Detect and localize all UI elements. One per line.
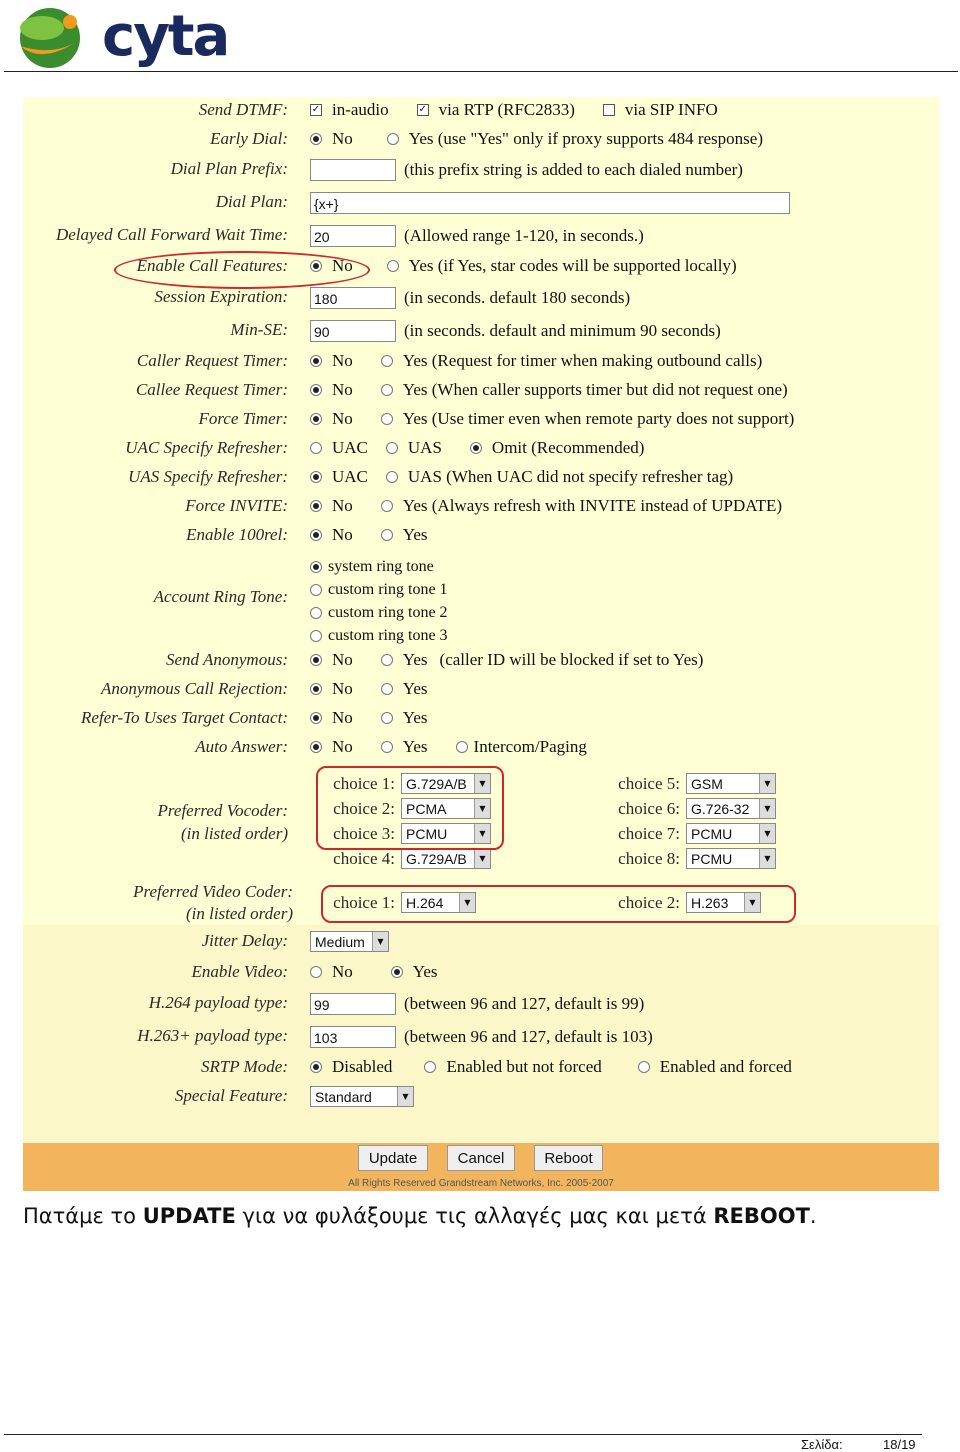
choice-label: choice 1: xyxy=(333,773,395,793)
enable-call-features-options xyxy=(310,256,765,276)
radio-unselected[interactable] xyxy=(381,529,393,541)
chevron-down-icon[interactable]: ▼ xyxy=(759,799,775,818)
row-auto-answer xyxy=(23,737,939,763)
dial-plan-field xyxy=(310,192,798,214)
label-force-timer: Force Timer: xyxy=(198,409,288,428)
uas-specify-refresher-options xyxy=(310,467,761,487)
label-h264-payload: H.264 payload type: xyxy=(148,993,288,1012)
session-expiration-input[interactable]: 180 xyxy=(310,287,396,309)
row-refer-to xyxy=(23,708,939,734)
option-label: No xyxy=(332,351,353,370)
option-label: via SIP INFO xyxy=(624,100,718,119)
label-session-expiration: Session Expiration: xyxy=(154,287,288,306)
option-label: UAC xyxy=(332,438,368,457)
radio-unselected[interactable] xyxy=(381,413,393,425)
select-value: G.729A/B xyxy=(406,850,467,867)
header-divider xyxy=(4,71,958,72)
label-enable-video: Enable Video: xyxy=(191,962,288,981)
choice-label: choice 3: xyxy=(333,823,395,843)
radio-selected[interactable] xyxy=(310,654,322,666)
dial-plan-prefix-note: (this prefix string is added to each dialed number) xyxy=(404,160,743,179)
option-custom-ring-tone-3[interactable] xyxy=(310,624,448,647)
label-preferred-vocoder xyxy=(158,799,288,845)
choice-label: choice 4: xyxy=(333,848,395,868)
row-caller-request-timer xyxy=(23,351,939,377)
radio-selected[interactable] xyxy=(310,384,322,396)
label-preferred-video-coder xyxy=(133,881,293,925)
logo-wordmark: cyta xyxy=(102,4,229,69)
option-system-ring-tone[interactable] xyxy=(310,555,434,578)
label-callee-request-timer: Callee Request Timer: xyxy=(135,380,288,399)
label-account-ring-tone: Account Ring Tone: xyxy=(153,587,288,606)
option-label: Yes xyxy=(402,650,428,669)
select-value: Standard xyxy=(315,1088,372,1105)
special-feature-field xyxy=(310,1086,414,1107)
label-auto-answer: Auto Answer: xyxy=(195,737,288,756)
option-label: via RTP (RFC2833) xyxy=(438,100,575,119)
dial-plan-input[interactable]: {x+} xyxy=(310,192,790,214)
option-via-rtp[interactable] xyxy=(417,100,575,120)
row-uac-specify-refresher xyxy=(23,438,939,464)
vocoder-select-8[interactable] xyxy=(686,848,776,869)
option-label: Yes (When caller supports timer but did not request one) xyxy=(402,380,788,399)
row-delayed-call-forward xyxy=(23,225,939,251)
radio-unselected[interactable] xyxy=(310,607,322,619)
option-label: system ring tone xyxy=(328,557,434,575)
instruction-caption xyxy=(23,1204,817,1228)
select-value: G.729A/B xyxy=(406,775,467,792)
vocoder-choice-4 xyxy=(315,848,491,869)
update-button[interactable]: Update xyxy=(358,1145,428,1171)
option-label: No xyxy=(332,380,353,399)
radio-unselected[interactable] xyxy=(310,630,322,642)
option-enabled-not-forced[interactable] xyxy=(424,1057,601,1077)
chevron-down-icon[interactable]: ▼ xyxy=(759,774,775,793)
option-via-sip-info[interactable] xyxy=(603,100,718,120)
option-intercom-paging[interactable] xyxy=(456,737,587,757)
highlight-circle-enable-call-features xyxy=(114,251,370,289)
choice-label: choice 5: xyxy=(618,773,680,793)
chevron-down-icon[interactable]: ▼ xyxy=(474,774,490,793)
choice-label: choice 8: xyxy=(618,848,680,868)
label-srtp-mode: SRTP Mode: xyxy=(200,1057,288,1076)
caption-text: για να φυλάξουμε τις αλλαγές μας και μετά xyxy=(235,1204,714,1228)
label-dial-plan: Dial Plan: xyxy=(215,192,288,211)
option-custom-ring-tone-1[interactable] xyxy=(310,578,448,601)
label-uac-specify-refresher: UAC Specify Refresher: xyxy=(125,438,288,457)
option-label: No xyxy=(332,962,353,981)
select-value: H.263 xyxy=(691,894,729,911)
caption-text: . xyxy=(809,1204,817,1228)
row-dial-plan xyxy=(23,192,939,218)
row-srtp-mode xyxy=(23,1057,939,1083)
radio-unselected[interactable] xyxy=(386,442,398,454)
chevron-down-icon[interactable]: ▼ xyxy=(474,824,490,843)
row-early-dial xyxy=(23,129,939,155)
radio-unselected[interactable] xyxy=(381,355,393,367)
label-enable-100rel: Enable 100rel: xyxy=(186,525,288,544)
h263-payload-note: (between 96 and 127, default is 103) xyxy=(404,1027,653,1046)
option-label: Yes (Always refresh with INVITE instead of UPDATE) xyxy=(402,496,783,515)
select-value: PCMU xyxy=(406,825,448,842)
session-expiration-field xyxy=(310,287,630,309)
option-yes[interactable] xyxy=(381,708,428,728)
radio-selected[interactable] xyxy=(310,413,322,425)
cyta-logo xyxy=(12,2,229,72)
delayed-call-forward-input[interactable]: 20 xyxy=(310,225,396,247)
uac-specify-refresher-options xyxy=(310,438,672,458)
select-value: H.264 xyxy=(406,894,444,911)
select-value: PCMA xyxy=(406,800,447,817)
caller-request-timer-options xyxy=(310,351,790,371)
caption-text: Πατάμε το xyxy=(23,1204,143,1228)
label-caller-request-timer: Caller Request Timer: xyxy=(136,351,288,370)
row-h263-payload xyxy=(23,1026,939,1052)
refer-to-options xyxy=(310,708,456,728)
anonymous-call-rejection-options xyxy=(310,679,456,699)
highlight-box-video-coder xyxy=(321,885,796,923)
option-label: Intercom/Paging xyxy=(473,737,587,756)
label-enable-call-features: Enable Call Features: xyxy=(136,256,288,275)
settings-form xyxy=(23,97,939,1143)
callee-request-timer-options xyxy=(310,380,816,400)
special-feature-select[interactable] xyxy=(310,1086,414,1107)
chevron-down-icon[interactable]: ▼ xyxy=(759,824,775,843)
option-label: Yes xyxy=(402,679,428,698)
chevron-down-icon[interactable]: ▼ xyxy=(759,849,775,868)
caption-bold-update: UPDATE xyxy=(142,1204,236,1228)
option-uas[interactable] xyxy=(386,438,442,458)
option-uac[interactable] xyxy=(310,438,368,458)
radio-unselected[interactable] xyxy=(387,133,399,145)
copyright-text: All Rights Reserved Grandstream Networks, Inc. 2005-2007 xyxy=(23,1176,939,1191)
label-jitter-delay: Jitter Delay: xyxy=(201,931,288,950)
label-delayed-call-forward: Delayed Call Forward Wait Time: xyxy=(55,225,288,244)
radio-selected[interactable] xyxy=(391,966,403,978)
chevron-down-icon[interactable]: ▼ xyxy=(397,1087,413,1106)
reboot-button[interactable]: Reboot xyxy=(534,1145,603,1171)
vocoder-select-6[interactable] xyxy=(686,798,776,819)
option-yes[interactable] xyxy=(381,737,428,757)
radio-selected[interactable] xyxy=(310,355,322,367)
min-se-field xyxy=(310,320,721,342)
chevron-down-icon[interactable]: ▼ xyxy=(459,893,475,912)
option-yes[interactable] xyxy=(381,380,788,400)
option-uac[interactable] xyxy=(310,467,368,487)
radio-selected[interactable] xyxy=(310,529,322,541)
radio-selected[interactable] xyxy=(310,133,322,145)
label-line-2: (in listed order) xyxy=(185,904,293,923)
radio-unselected[interactable] xyxy=(381,741,393,753)
option-no[interactable] xyxy=(310,496,353,516)
label-line-1: Preferred Video Coder: xyxy=(133,882,293,901)
option-label: No xyxy=(332,650,353,669)
option-yes[interactable] xyxy=(381,525,428,545)
radio-unselected[interactable] xyxy=(381,712,393,724)
min-se-note: (in seconds. default and minimum 90 seconds) xyxy=(404,321,721,340)
choice-label: choice 6: xyxy=(618,798,680,818)
radio-unselected[interactable] xyxy=(386,471,398,483)
option-label: Yes xyxy=(402,737,428,756)
chevron-down-icon[interactable]: ▼ xyxy=(744,893,760,912)
radio-unselected[interactable] xyxy=(387,260,399,272)
radio-unselected[interactable] xyxy=(310,442,322,454)
page-number: 18/19 xyxy=(883,1437,916,1452)
vocoder-choice-8 xyxy=(600,848,776,869)
row-force-invite xyxy=(23,496,939,522)
jitter-delay-select[interactable] xyxy=(310,931,389,952)
label-send-dtmf: Send DTMF: xyxy=(198,100,288,119)
vocoder-select-5[interactable] xyxy=(686,773,776,794)
option-label: Yes xyxy=(402,708,428,727)
session-expiration-note: (in seconds. default 180 seconds) xyxy=(404,288,631,307)
h264-payload-input[interactable]: 99 xyxy=(310,993,396,1015)
h263-payload-input[interactable]: 103 xyxy=(310,1026,396,1048)
option-label: No xyxy=(332,708,353,727)
option-no[interactable] xyxy=(310,409,353,429)
send-dtmf-options xyxy=(310,100,746,120)
select-value: GSM xyxy=(691,775,723,792)
label-line-2: (in listed order) xyxy=(180,824,288,843)
option-label: Yes xyxy=(412,962,438,981)
radio-selected[interactable] xyxy=(310,683,322,695)
row-dial-plan-prefix xyxy=(23,159,939,185)
radio-unselected[interactable] xyxy=(310,584,322,596)
min-se-input[interactable]: 90 xyxy=(310,320,396,342)
option-yes[interactable] xyxy=(387,256,737,276)
row-send-dtmf xyxy=(23,100,939,126)
radio-selected[interactable] xyxy=(310,561,322,573)
row-session-expiration xyxy=(23,287,939,313)
option-label: Yes (use "Yes" only if proxy supports 484 response) xyxy=(408,129,763,148)
delayed-call-forward-note: (Allowed range 1-120, in seconds.) xyxy=(404,226,644,245)
choice-label: choice 1: xyxy=(333,892,395,912)
early-dial-options xyxy=(310,129,791,149)
option-uas[interactable] xyxy=(386,467,733,487)
option-label: Yes (Request for timer when making outbound calls) xyxy=(402,351,763,370)
radio-unselected[interactable] xyxy=(638,1061,650,1073)
option-yes[interactable] xyxy=(381,679,428,699)
label-uas-specify-refresher: UAS Specify Refresher: xyxy=(128,467,288,486)
option-no[interactable] xyxy=(310,962,353,982)
radio-selected[interactable] xyxy=(310,741,322,753)
label-force-invite: Force INVITE: xyxy=(185,496,288,515)
chevron-down-icon[interactable]: ▼ xyxy=(474,849,490,868)
option-label: Yes xyxy=(402,525,428,544)
option-label: custom ring tone 2 xyxy=(328,603,448,621)
row-enable-video xyxy=(23,962,939,988)
row-min-se xyxy=(23,320,939,346)
radio-unselected[interactable] xyxy=(381,683,393,695)
option-custom-ring-tone-2[interactable] xyxy=(310,601,448,624)
srtp-mode-options xyxy=(310,1057,820,1077)
radio-unselected[interactable] xyxy=(381,500,393,512)
option-label: No xyxy=(332,129,353,148)
option-yes[interactable] xyxy=(381,650,428,670)
h264-payload-note: (between 96 and 127, default is 99) xyxy=(404,994,645,1013)
option-no[interactable] xyxy=(310,708,353,728)
radio-unselected[interactable] xyxy=(381,384,393,396)
option-no[interactable] xyxy=(310,380,353,400)
label-line-1: Preferred Vocoder: xyxy=(157,801,288,820)
label-send-anonymous: Send Anonymous: xyxy=(166,650,288,669)
h263-payload-field xyxy=(310,1026,653,1048)
row-special-feature xyxy=(23,1086,939,1112)
choice-label: choice 2: xyxy=(618,892,680,912)
option-yes[interactable] xyxy=(391,962,438,982)
option-label: No xyxy=(332,256,353,275)
vocoder-choice-7 xyxy=(600,823,776,844)
force-timer-options xyxy=(310,409,822,429)
checkbox-checked[interactable]: ✓ xyxy=(311,104,321,115)
checkbox-checked[interactable]: ✓ xyxy=(418,104,427,115)
label-refer-to: Refer-To Uses Target Contact: xyxy=(81,708,288,727)
row-anonymous-call-rejection xyxy=(23,679,939,705)
option-label: custom ring tone 1 xyxy=(328,580,448,598)
option-label: Enabled but not forced xyxy=(446,1057,602,1076)
chevron-down-icon[interactable]: ▼ xyxy=(372,932,388,951)
radio-selected[interactable] xyxy=(470,442,482,454)
option-label: Yes (if Yes, star codes will be supported locally) xyxy=(408,256,737,275)
option-label: Yes (Use timer even when remote party does not support) xyxy=(402,409,795,428)
radio-selected[interactable] xyxy=(310,471,322,483)
page-label: Σελίδα: xyxy=(801,1437,843,1452)
label-early-dial: Early Dial: xyxy=(210,129,288,148)
auto-answer-options xyxy=(310,737,615,757)
choice-label: choice 2: xyxy=(333,798,395,818)
option-label: No xyxy=(332,525,353,544)
row-force-timer xyxy=(23,409,939,435)
dial-plan-prefix-input[interactable] xyxy=(310,159,396,181)
radio-unselected[interactable] xyxy=(456,741,468,753)
label-special-feature: Special Feature: xyxy=(174,1086,288,1105)
caption-bold-reboot: REBOOT xyxy=(713,1204,810,1228)
choice-label: choice 7: xyxy=(618,823,680,843)
radio-selected[interactable] xyxy=(310,712,322,724)
send-anonymous-options xyxy=(310,650,703,670)
option-no[interactable] xyxy=(310,129,353,149)
row-enable-100rel xyxy=(23,525,939,551)
delayed-call-forward-field xyxy=(310,225,644,247)
option-omit[interactable] xyxy=(470,438,645,458)
option-label: UAS (When UAC did not specify refresher tag) xyxy=(407,467,734,486)
label-h263-payload: H.263+ payload type: xyxy=(137,1026,288,1045)
option-label: No xyxy=(332,409,353,428)
option-label: No xyxy=(332,496,353,515)
option-label: UAS xyxy=(407,438,442,457)
select-value: PCMU xyxy=(691,825,733,842)
radio-selected[interactable] xyxy=(310,500,322,512)
option-enabled-forced[interactable] xyxy=(638,1057,792,1077)
highlight-box-vocoder xyxy=(316,766,504,850)
select-value: PCMU xyxy=(691,850,733,867)
label-min-se: Min-SE: xyxy=(230,320,288,339)
row-account-ring-tone xyxy=(23,587,939,613)
force-invite-options xyxy=(310,496,810,516)
option-yes[interactable] xyxy=(381,351,762,371)
vocoder-choice-6 xyxy=(600,798,776,819)
radio-unselected[interactable] xyxy=(424,1061,436,1073)
footer-divider xyxy=(4,1434,922,1435)
option-in-audio[interactable] xyxy=(310,100,389,120)
option-label: No xyxy=(332,737,353,756)
h264-payload-field xyxy=(310,993,644,1015)
dial-plan-prefix-field xyxy=(310,159,743,181)
vocoder-select-7[interactable] xyxy=(686,823,776,844)
select-value: G.726-32 xyxy=(691,800,750,817)
enable-100rel-options xyxy=(310,525,456,545)
label-dial-plan-prefix: Dial Plan Prefix: xyxy=(170,159,288,178)
radio-selected[interactable] xyxy=(310,1061,322,1073)
enable-video-options xyxy=(310,962,466,982)
radio-unselected[interactable] xyxy=(381,654,393,666)
jitter-delay-field xyxy=(310,931,389,952)
label-anonymous-call-rejection: Anonymous Call Rejection: xyxy=(101,679,288,698)
option-yes[interactable] xyxy=(387,129,763,149)
option-no[interactable] xyxy=(310,650,353,670)
radio-unselected[interactable] xyxy=(310,966,322,978)
option-no[interactable] xyxy=(310,737,353,757)
vocoder-choice-5 xyxy=(600,773,776,794)
chevron-down-icon[interactable]: ▼ xyxy=(474,799,490,818)
select-value: Medium xyxy=(315,933,365,950)
option-yes[interactable] xyxy=(381,409,795,429)
option-label: Disabled xyxy=(332,1057,393,1076)
option-label: in-audio xyxy=(332,100,389,119)
row-send-anonymous xyxy=(23,650,939,676)
option-label: Omit (Recommended) xyxy=(491,438,645,457)
row-h264-payload xyxy=(23,993,939,1019)
globe-icon xyxy=(12,2,92,70)
row-jitter-delay xyxy=(23,931,939,957)
send-anonymous-note: (caller ID will be blocked if set to Yes) xyxy=(439,650,704,669)
checkbox-unchecked[interactable] xyxy=(603,104,615,116)
account-ring-tone-options xyxy=(310,555,476,647)
option-disabled[interactable] xyxy=(310,1057,392,1077)
option-label: Enabled and forced xyxy=(659,1057,792,1076)
row-uas-specify-refresher xyxy=(23,467,939,493)
cancel-button[interactable]: Cancel xyxy=(447,1145,515,1171)
option-label: custom ring tone 3 xyxy=(328,626,448,644)
row-callee-request-timer xyxy=(23,380,939,406)
option-label: UAC xyxy=(332,467,368,486)
option-no[interactable] xyxy=(310,525,353,545)
option-label: No xyxy=(332,679,353,698)
option-no[interactable] xyxy=(310,679,353,699)
vocoder-select-4[interactable] xyxy=(401,848,491,869)
option-yes[interactable] xyxy=(381,496,782,516)
option-no[interactable] xyxy=(310,351,353,371)
